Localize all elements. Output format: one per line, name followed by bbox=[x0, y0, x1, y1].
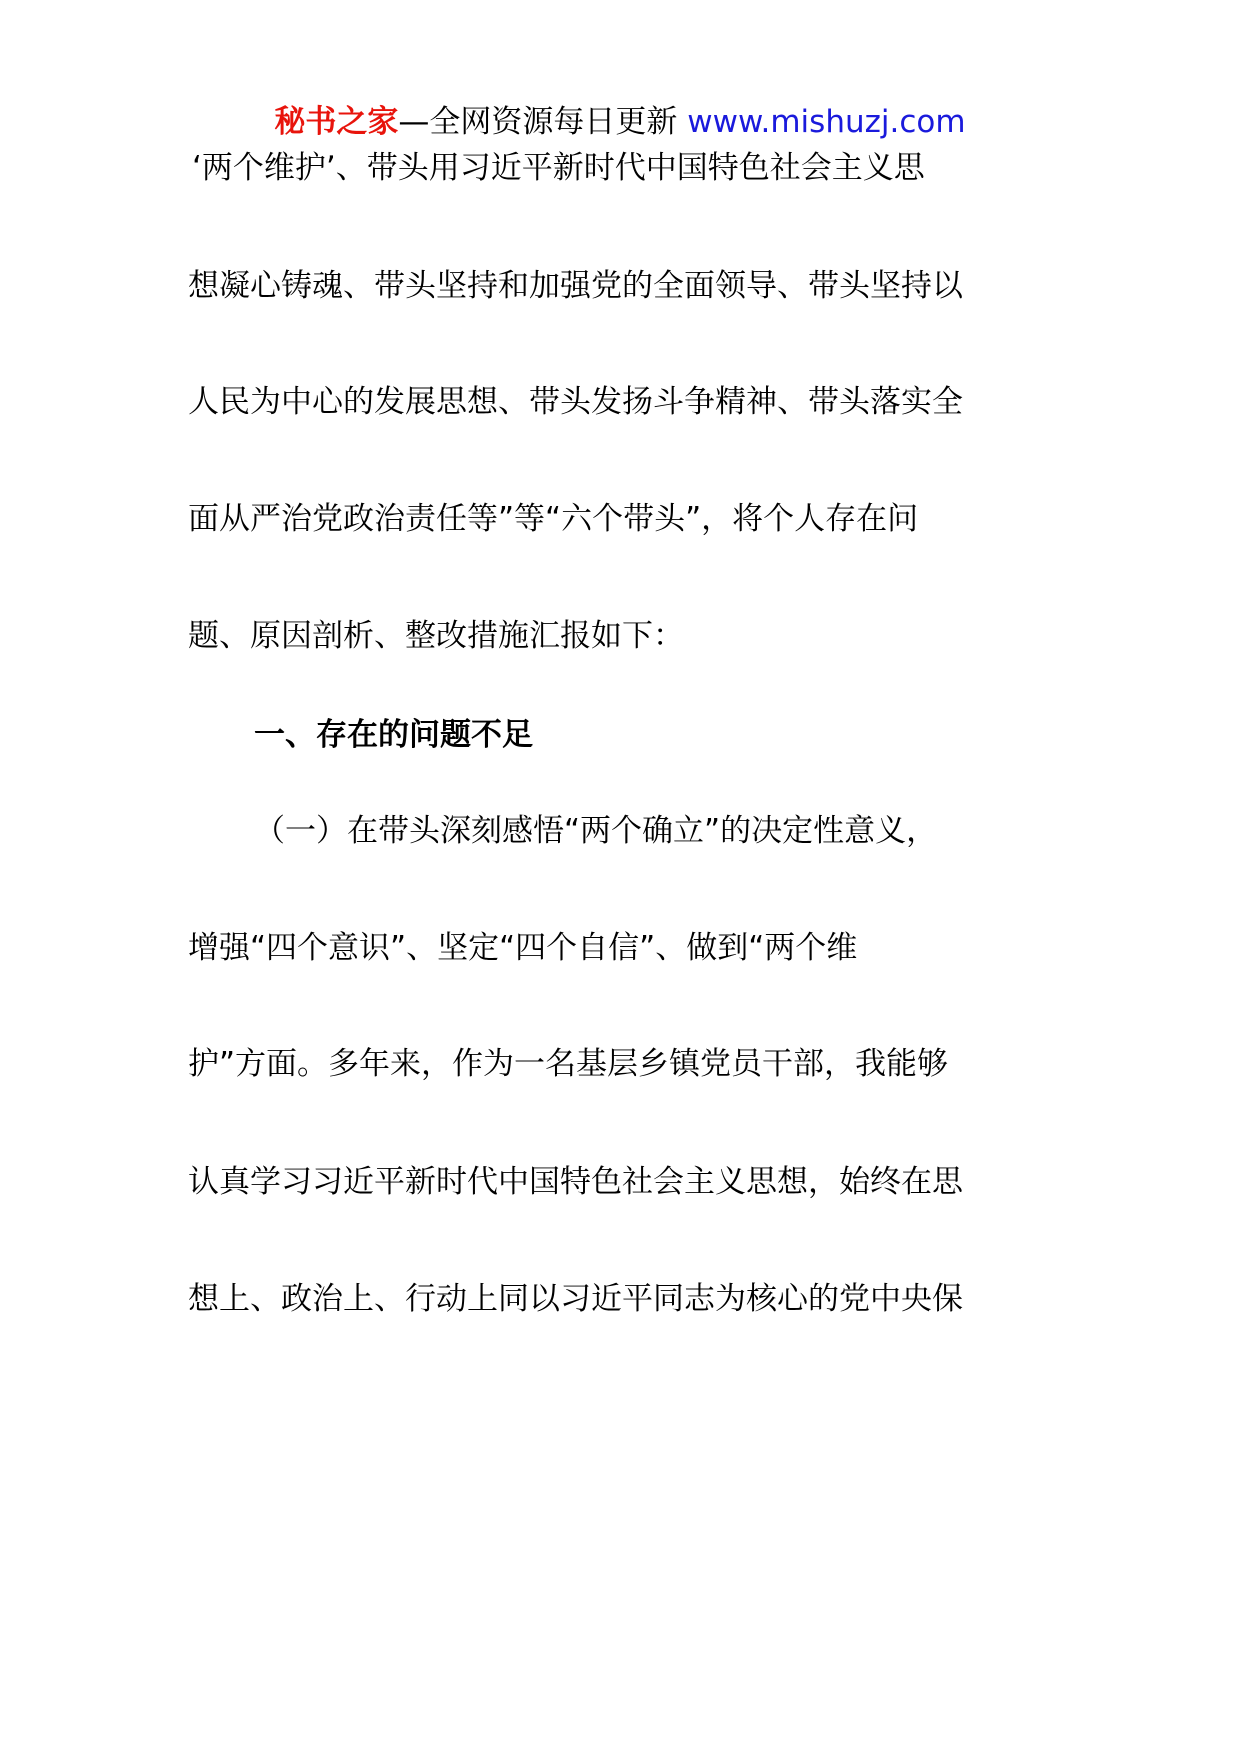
header-tagline: —全网资源每日更新 bbox=[398, 104, 678, 140]
paragraph-line: 认真学习习近平新时代中国特色社会主义思想，始终在思 bbox=[188, 1164, 963, 1200]
paragraph-line: ‘两个维护’、带头用习近平新时代中国特色社会主义思 bbox=[192, 150, 925, 186]
paragraph-line: 增强“四个意识”、坚定“四个自信”、做到“两个维 bbox=[188, 930, 858, 966]
paragraph-line: 想上、政治上、行动上同以习近平同志为核心的党中央保 bbox=[188, 1281, 963, 1317]
site-header bbox=[0, 100, 1240, 144]
paragraph-line: 面从严治党政治责任等”等“六个带头”，将个人存在问 bbox=[188, 501, 919, 537]
section-heading: 一、存在的问题不足 bbox=[254, 717, 533, 753]
paragraph-line: 人民为中心的发展思想、带头发扬斗争精神、带头落实全 bbox=[188, 384, 963, 420]
paragraph-line: 护”方面。多年来，作为一名基层乡镇党员干部，我能够 bbox=[188, 1046, 949, 1082]
paragraph-line: 题、原因剖析、整改措施汇报如下： bbox=[188, 618, 684, 654]
paragraph-line: 想凝心铸魂、带头坚持和加强党的全面领导、带头坚持以 bbox=[188, 268, 963, 304]
paragraph-line: （一）在带头深刻感悟“两个确立”的决定性意义， bbox=[254, 813, 938, 849]
brand-name: 秘书之家 bbox=[274, 104, 399, 140]
site-url-link[interactable]: www.mishuzj.com bbox=[687, 104, 966, 140]
